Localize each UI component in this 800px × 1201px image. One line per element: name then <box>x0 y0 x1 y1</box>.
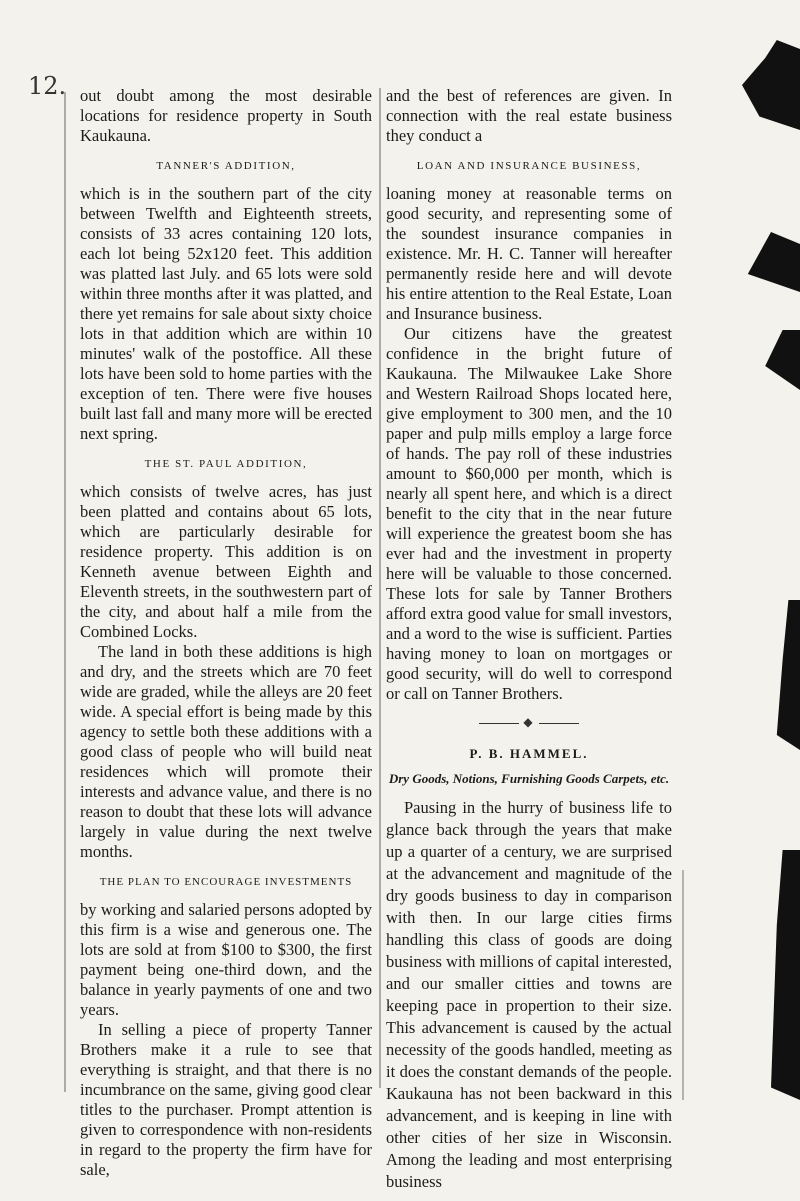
torn-edge-shadow <box>742 40 800 130</box>
section-divider-ornament: ◆ <box>386 712 672 732</box>
left-margin-rule <box>64 92 66 1092</box>
paragraph-plan-investments: by working and salaried persons adopted by this firm is a wise and generous one. The lots are sold at from $100 to $300, the first payment being one-third down, and the balance in yearly payments of one and two years. <box>80 900 372 1019</box>
column-divider <box>379 88 381 1088</box>
subhead-dry-goods: Dry Goods, Notions, Furnishing Goods Carpets, etc. <box>388 771 670 786</box>
right-margin-rule <box>682 870 684 1100</box>
left-column <box>80 86 372 1180</box>
byline-hammel: P. B. HAMMEL. <box>469 746 589 761</box>
torn-edge-shadow <box>742 330 800 390</box>
heading-tanners-addition: TANNER'S ADDITION, <box>156 160 296 172</box>
page-number: 12. <box>28 72 67 100</box>
paragraph-tanners-addition: which is in the southern part of the city between Twelfth and Eighteenth streets, consists of 33 acres containing 120 lots, each lot being 52x120 feet. This addition was platted last July. and 65 lots were sold within three months after it was platted, and there yet remains for sale about sixty choice lots in that addition which are within 10 minutes' walk of the postoffice. All these lots have been sold to home parties with the exception of ten. There were five houses built last fall and many more will be erected next spring. <box>80 184 372 443</box>
torn-edge-shadow <box>742 600 800 750</box>
torn-edge-shadow <box>742 850 800 1100</box>
hammel-article <box>386 797 672 1193</box>
paragraph-selling-property: In selling a piece of property Tanner Brothers make it a rule to see that everything is straight, and that there is no incumbrance on the same, giving good clear titles to the purchaser. Prompt attention is given to correspondence with non-residents in regard to the property the firm have for sale, <box>80 1020 372 1179</box>
heading-st-paul-addition: THE ST. PAUL ADDITION, <box>144 458 308 470</box>
torn-edge-shadow <box>742 232 800 292</box>
left-intro-paragraph: out doubt among the most desirable locations for residence property in South Kaukauna. <box>80 86 372 145</box>
paragraph-land-description: The land in both these additions is high and dry, and the streets which are 70 feet wide are graded, while the alleys are 20 feet wide. A special effort is being made by this agency to settle both these additions with a good class of people who will build neat residences which will promote their interests and advance value, and there is no reason to doubt that these lots will advance largely in value during the next twelve months. <box>80 642 372 861</box>
paragraph-st-paul-addition: which consists of twelve acres, has just been platted and contains about 65 lots, which are particularly desirable for residence property. This addition is on Kenneth avenue between Eighth and Eleventh streets, in the southwestern part of the city, and about half a mile from the Combined Locks. <box>80 482 372 641</box>
heading-plan-investments: THE PLAN TO ENCOURAGE INVESTMENTS <box>99 876 353 888</box>
right-column <box>386 86 672 1193</box>
paragraph-citizens-confidence: Our citizens have the greatest confidence in the bright future of Kaukauna. The Milwaukee Lake Shore and Western Railroad Shops located here, give employment to 300 men, and the 10 paper and pulp mills employ a large force of hands. The pay roll of these industries amount to $60,000 per month, which is nearly all spent here, and which is a direct benefit to the city that in the near future will experience the greatest boom she has ever had and the investment in property here will be valuable to those concerned. These lots for sale by Tanner Brothers afford extra good value for small investors, and a word to the wise is sufficient. Parties having money to loan on mortgages or good security, will do well to correspond or call on Tanner Brothers. <box>386 324 672 703</box>
right-intro-paragraph: and the best of references are given. In connection with the real estate business they conduct a <box>386 86 672 145</box>
paragraph-loan-insurance: loaning money at reasonable terms on good security, and representing some of the soundest insurance companies in existence. Mr. H. C. Tanner will hereafter permanently reside here and will devote his entire attention to the Real Estate, Loan and Insurance business. <box>386 184 672 323</box>
heading-loan-insurance: LOAN AND INSURANCE BUSINESS, <box>416 160 642 172</box>
paragraph-pausing: Pausing in the hurry of business life to glance back through the years that make up a quarter of a century, we are surprised at the advancement and magnitude of the dry goods business to day in comparison with then. In our large cities firms handling this class of goods are doing business with millions of capital interested, and our smaller citties and towns are keeping pace in propertion to their size. This advancement is caused by the actual necessity of the goods handled, meeting as it does the constant demands of the people. Kaukauna has not been backward in this advancement, and is keeping in line with other cities of her size in Wisconsin. Among the leading and most enterprising business <box>386 798 672 1191</box>
